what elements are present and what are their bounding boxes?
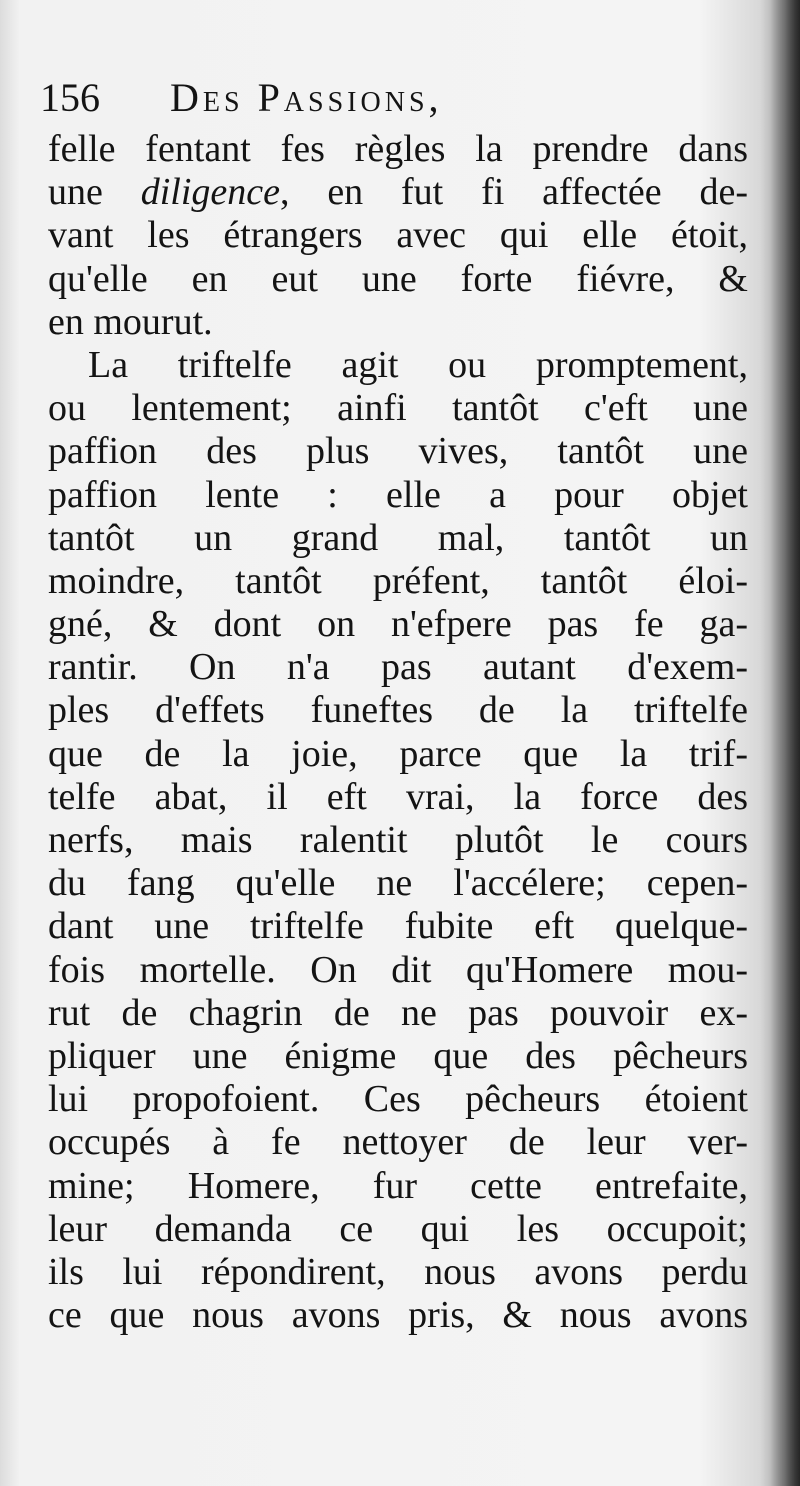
text-line-1: felle fentant fes règles la prendre dans xyxy=(48,128,748,170)
text-line-25: mine; Homere, fur cette entrefaite, xyxy=(48,1164,748,1207)
text-line-26: leur demanda ce qui les occupoit; xyxy=(48,1207,748,1250)
text-line-3: vant les étrangers avec qui elle étoit, xyxy=(48,214,748,257)
text-line-22: pliquer une énigme que des pêcheurs xyxy=(48,1034,748,1077)
text-line-6: La triftelfe agit ou promptement, xyxy=(88,343,748,386)
text-line-19: dant une triftelfe fubite eft quelque- xyxy=(48,905,748,948)
text-line-7: ou lentement; ainfi tantôt c'eft une xyxy=(48,387,748,430)
text-line-20: fois mortelle. On dit qu'Homere mou- xyxy=(48,948,748,991)
text-line-21: rut de chagrin de ne pas pouvoir ex- xyxy=(48,991,748,1034)
text-line-10: tantôt un grand mal, tantôt un xyxy=(48,516,748,559)
text-line-2-start: une xyxy=(48,171,141,214)
text-line-12: gné, & dont on n'efpere pas fe ga- xyxy=(48,603,748,646)
text-line-28: ce que nous avons pris, & nous avons xyxy=(48,1294,748,1337)
text-line-18: du fang qu'elle ne l'accélere; cepen- xyxy=(48,862,748,905)
text-line-15: que de la joie, parce que la trif- xyxy=(48,732,748,775)
text-line-5: en mourut. xyxy=(48,300,213,343)
text-line-16: telfe abat, il eft vrai, la force des xyxy=(48,775,748,818)
italic-word-diligence: diligence xyxy=(140,171,280,214)
text-line-2 xyxy=(48,171,748,214)
text-line-13: rantir. On n'a pas autant d'exem- xyxy=(48,646,748,689)
text-line-14: ples d'effets funeftes de la triftelfe xyxy=(48,689,748,732)
page-header xyxy=(40,70,740,126)
text-line-2-end: , en fut fi affectée de- xyxy=(279,171,748,214)
text-line-23: lui propofoient. Ces pêcheurs étoient xyxy=(48,1078,748,1121)
page-number: 156 xyxy=(40,75,100,120)
text-line-9: paffion lente : elle a pour objet xyxy=(48,473,748,516)
text-line-24: occupés à fe nettoyer de leur ver- xyxy=(48,1121,748,1164)
body-text xyxy=(48,128,748,1337)
text-line-11: moindre, tantôt préfent, tantôt éloi- xyxy=(48,559,748,602)
page-spine-shadow xyxy=(770,0,800,1486)
text-line-27: ils lui répondirent, nous avons perdu xyxy=(48,1250,748,1293)
text-line-4: qu'elle en eut une forte fiévre, & xyxy=(48,257,748,300)
text-line-17: nerfs, mais ralentit plutôt le cours xyxy=(48,819,748,861)
text-line-8: paffion des plus vives, tantôt une xyxy=(48,430,748,473)
running-title: Des Passions, xyxy=(170,75,443,120)
